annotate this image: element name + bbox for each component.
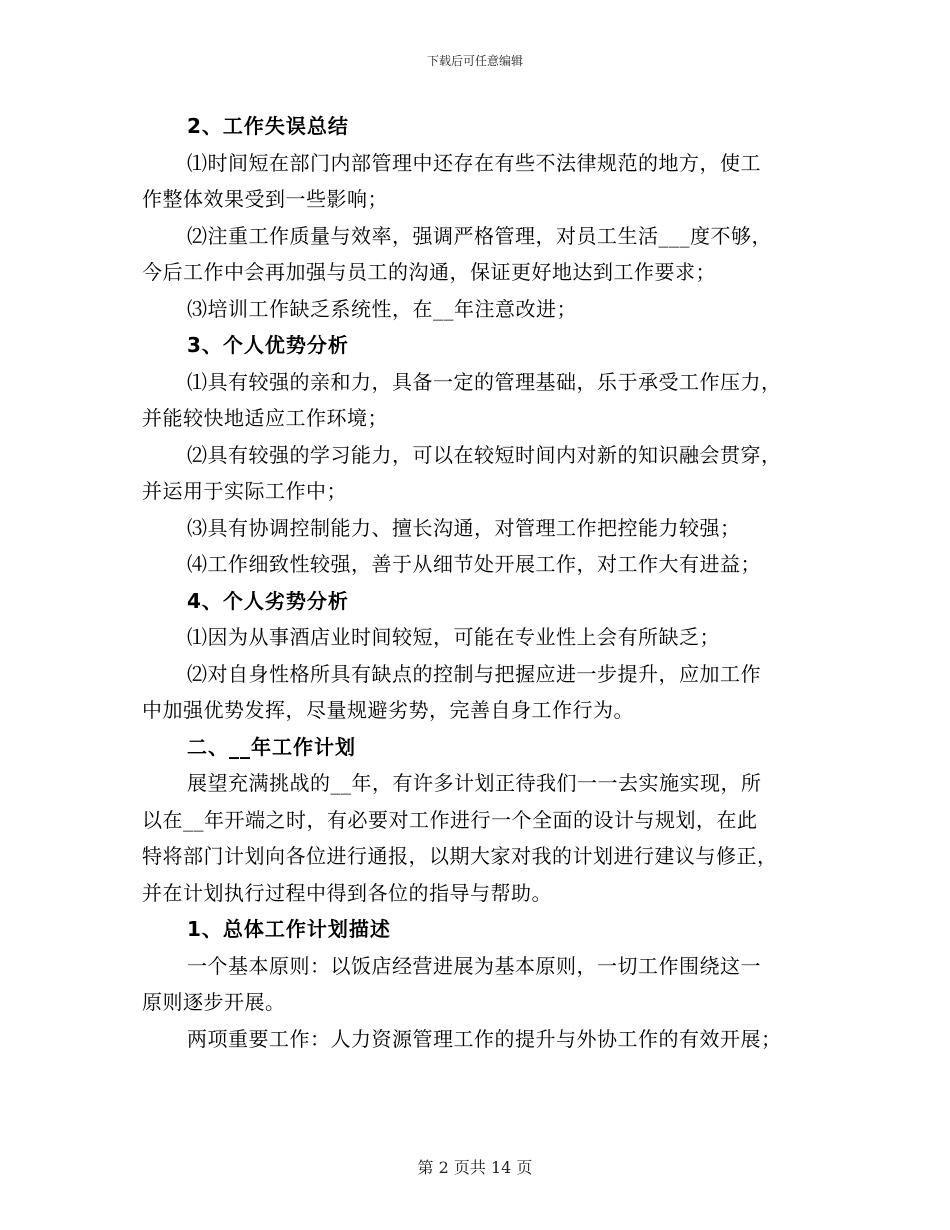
paragraph-line: 作整体效果受到一些影响； xyxy=(142,187,388,211)
paragraph-line: ⑵具有较强的学习能力，可以在较短时间内对新的知识融会贯穿， xyxy=(187,442,782,467)
section-heading: 4、个人劣势分析 xyxy=(187,588,349,613)
paragraph-line: 今后工作中会再加强与员工的沟通，保证更好地达到工作要求； xyxy=(142,260,716,284)
section-heading: 1、总体工作计划描述 xyxy=(187,917,391,941)
page-number: 第 2 页共 14 页 xyxy=(417,1158,533,1177)
paragraph-line: 特将部门计划向各位进行通报，以期大家对我的计划进行建议与修正， xyxy=(142,844,778,868)
paragraph-line: 并在计划执行过程中得到各位的指导与帮助。 xyxy=(142,880,552,905)
paragraph-line: 一个基本原则：以饭店经营进展为基本原则，一切工作围绕这一 xyxy=(187,953,761,978)
paragraph-line: 原则逐步开展。 xyxy=(142,990,286,1014)
paragraph-line: ⑴时间短在部门内部管理中还存在有些不法律规范的地方，使工 xyxy=(187,150,761,175)
document-body xyxy=(142,108,812,1057)
paragraph-line: ⑴因为从事酒店业时间较短，可能在专业性上会有所缺乏； xyxy=(187,625,720,649)
paragraph-line: 中加强优势发挥，尽量规避劣势，完善自身工作行为。 xyxy=(142,698,634,722)
paragraph-line: ⑶培训工作缺乏系统性，在__年注意改进； xyxy=(187,296,577,321)
section-heading: 3、个人优势分析 xyxy=(187,333,349,357)
paragraph-line: ⑴具有较强的亲和力，具备一定的管理基础，乐于承受工作压力， xyxy=(187,369,782,394)
paragraph-line: 并能较快地适应工作环境； xyxy=(142,406,388,430)
paragraph-line: 两项重要工作：人力资源管理工作的提升与外协工作的有效开展； xyxy=(187,1026,782,1051)
paragraph-line: 并运用于实际工作中； xyxy=(142,479,347,503)
section-heading: 二、__年工作计划 xyxy=(187,734,356,759)
paragraph-line: ⑵对自身性格所具有缺点的控制与把握应进一步提升，应加工作 xyxy=(187,661,761,686)
section-heading: 2、工作失误总结 xyxy=(187,114,349,138)
paragraph-line: 展望充满挑战的__年，有许多计划正待我们一一去实施实现，所 xyxy=(187,771,762,795)
paragraph-line: ⑷工作细致性较强，善于从细节处开展工作，对工作大有进益； xyxy=(187,552,761,576)
paragraph-line: ⑶具有协调控制能力、擅长沟通，对管理工作把控能力较强； xyxy=(187,515,741,540)
paragraph-line: ⑵注重工作质量与效率，强调严格管理，对员工生活___度不够， xyxy=(187,223,772,248)
page-header: 下载后可任意编辑 xyxy=(426,54,523,68)
paragraph-line: 以在__年开端之时，有必要对工作进行一个全面的设计与规划，在此 xyxy=(142,807,758,832)
